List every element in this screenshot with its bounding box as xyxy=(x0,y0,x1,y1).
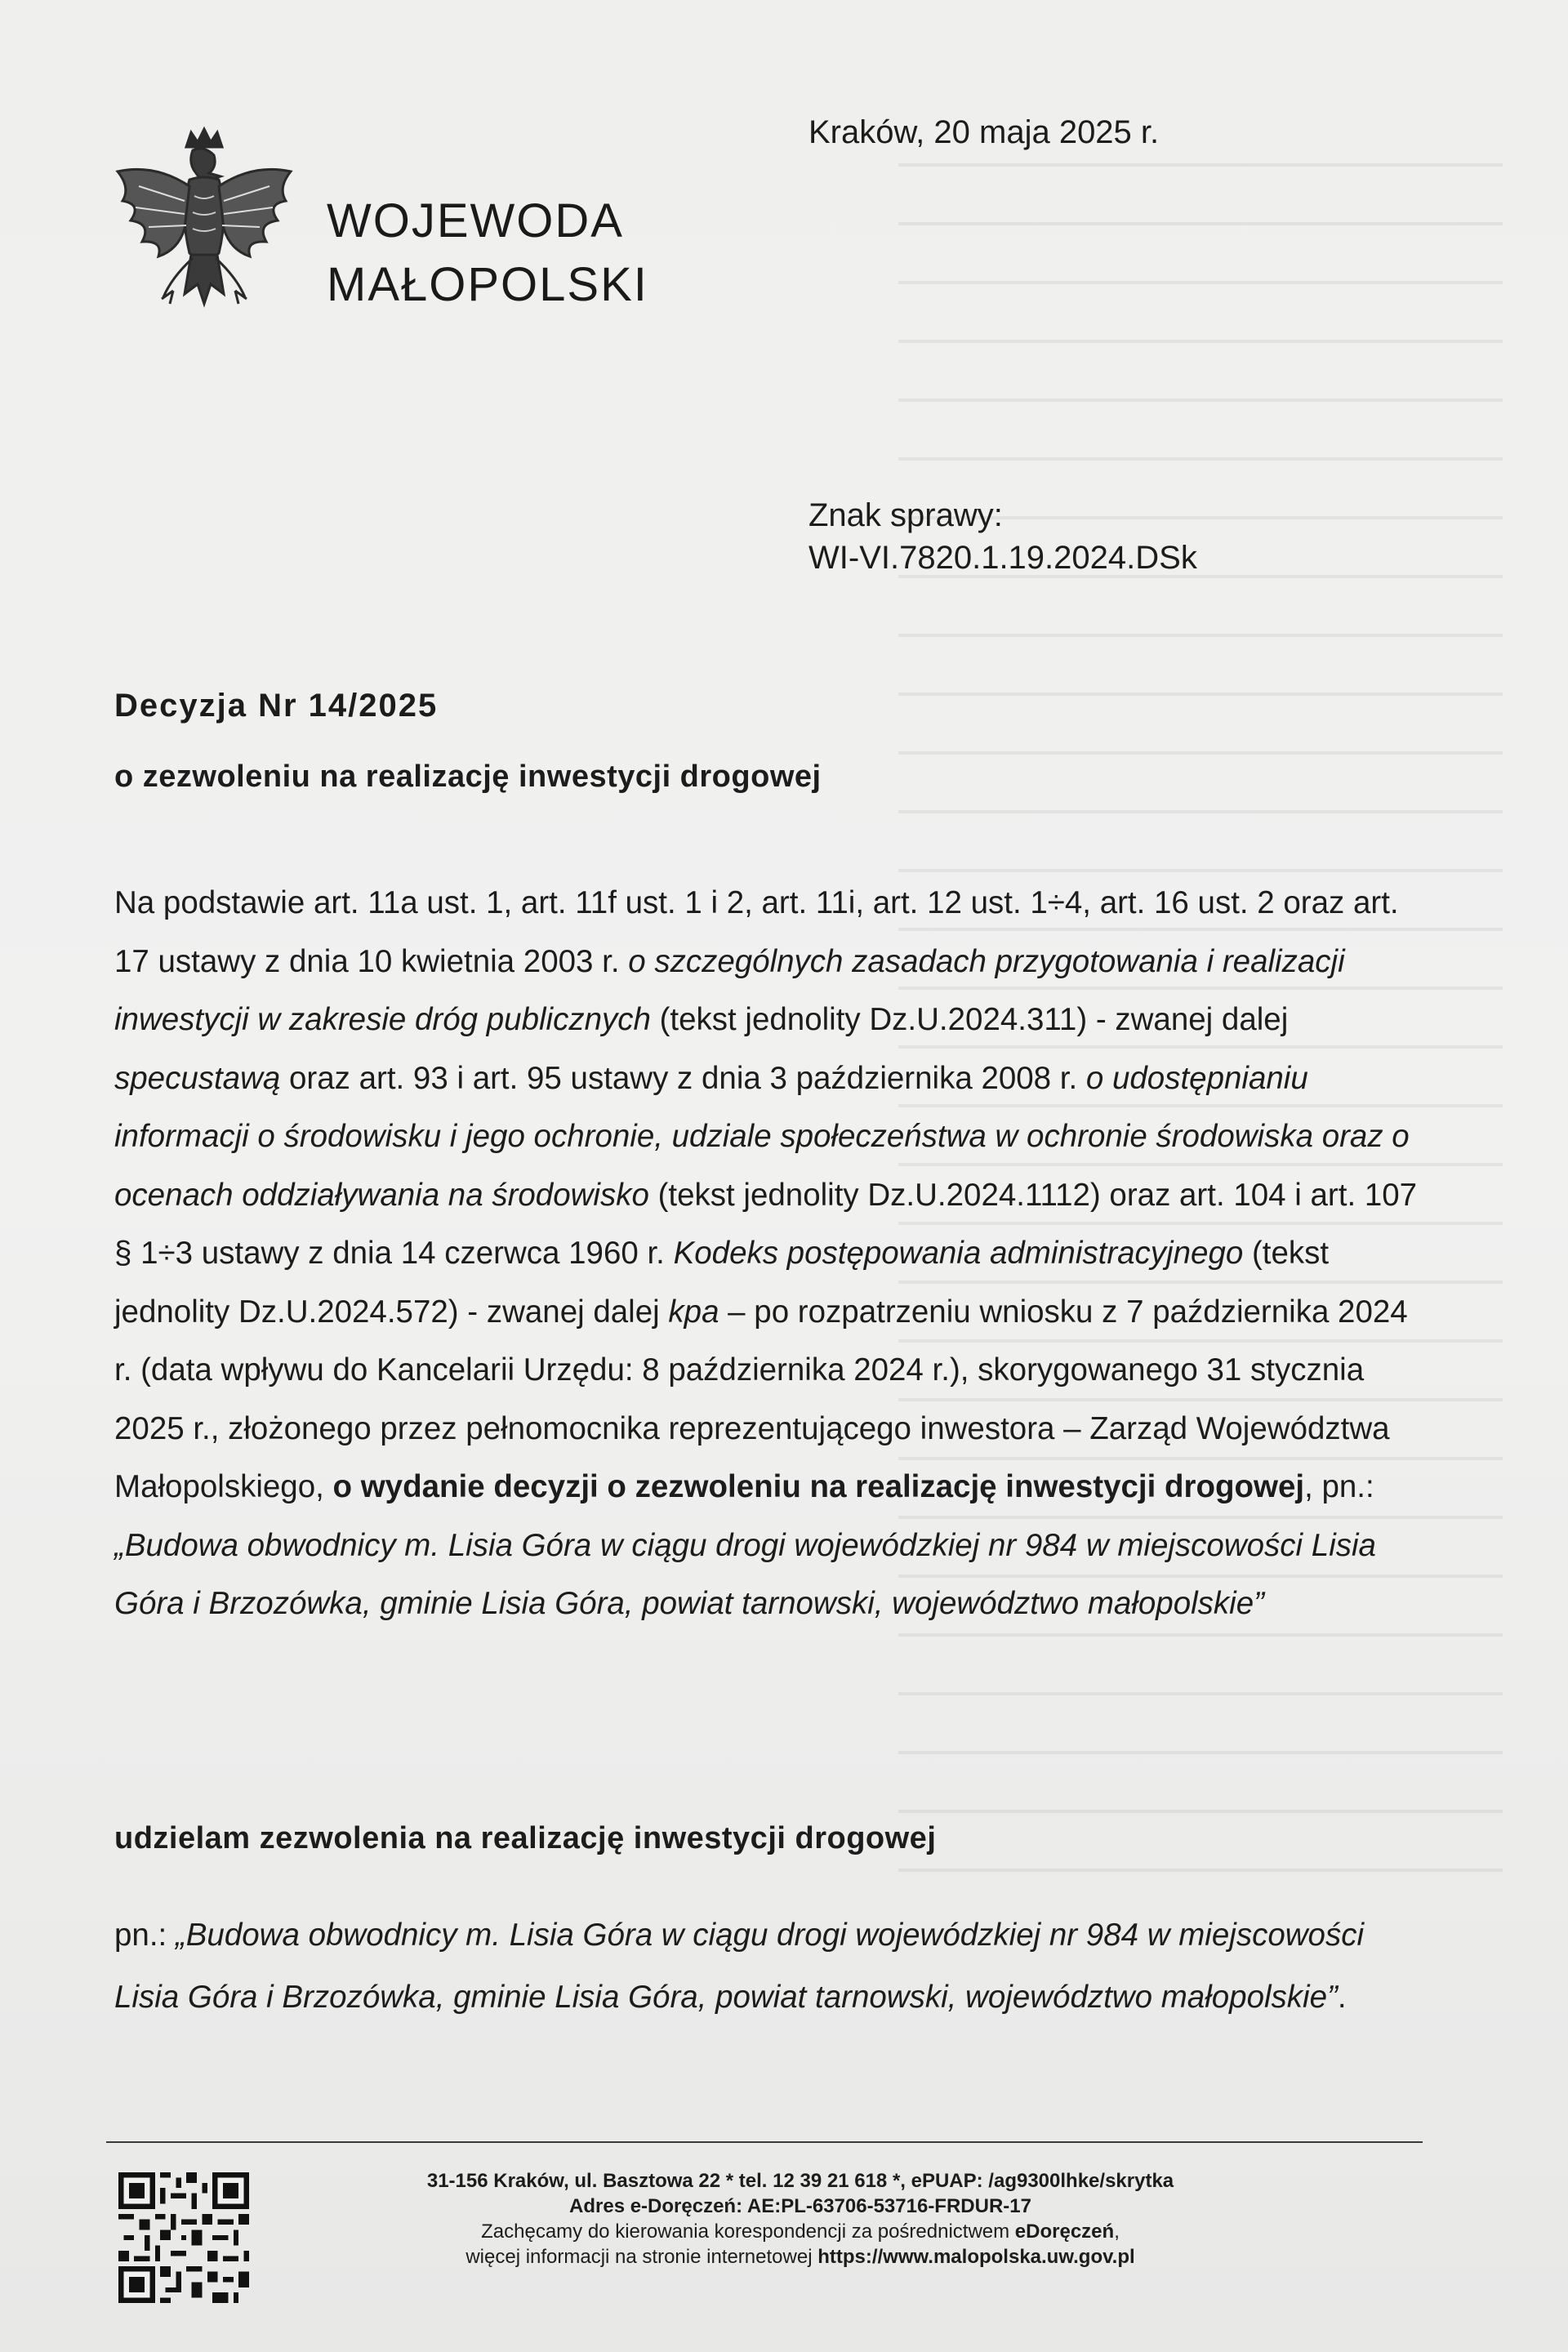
legal-basis-text: (tekst jednolity Dz.U.2024.311) - zwanej dalej xyxy=(650,1002,1289,1037)
decision-title: Decyzja Nr 14/2025 xyxy=(114,688,439,724)
case-label: Znak sprawy: xyxy=(808,497,1003,533)
footer-edoreczenia-note xyxy=(310,2219,1290,2244)
grant-investment-name: „Budowa obwodnicy m. Lisia Góra w ciągu drogi wojewódzkiej nr 984 w miejscowości Lisia Góra i Brzozówka, gminie Lisia Góra, powiat tarnowski, województwo małopolskie” xyxy=(114,1918,1365,2015)
decision-subtitle: o zezwoleniu na realizację inwestycji drogowej xyxy=(114,760,822,794)
footer-divider xyxy=(106,2141,1423,2143)
decision-body xyxy=(114,874,1421,1633)
application-text: , pn.: xyxy=(1304,1469,1374,1504)
footer-address: 31-156 Kraków, ul. Basztowa 22 * tel. 12 39 21 618 *, ePUAP: /ag9300lhke/skrytka xyxy=(426,2170,1174,2192)
grant-heading: udzielam zezwolenia na realizację inwestycji drogowej xyxy=(114,1821,937,1855)
legal-basis-text: oraz art. 93 i art. 95 ustawy z dnia 3 października 2008 r. xyxy=(280,1060,1086,1096)
polish-eagle-emblem-icon xyxy=(106,122,302,343)
footer-website-text: więcej informacji na stronie internetowej xyxy=(466,2246,818,2268)
qr-code-icon xyxy=(118,2172,249,2303)
footer-website-note xyxy=(310,2244,1290,2270)
case-number: WI-VI.7820.1.19.2024.DSk xyxy=(808,540,1197,576)
office-line-1: WOJEWODA xyxy=(327,194,624,247)
term-specustawa: specustawą xyxy=(114,1060,281,1096)
legal-basis-text: (tekst jednolity Dz.U.2024.572) - zwanej dalej xyxy=(114,1236,1330,1330)
application-subject: o wydanie decyzji o zezwoleniu na realizację inwestycji drogowej xyxy=(332,1469,1305,1504)
legal-basis-text: Na podstawie art. 11a ust. 1, art. 11f ust. 1 i 2, art. 11i, art. 12 ust. 1÷4, art. 16 ust. 2 oraz art. 17 ustawy z dnia 10 kwietnia 2003 r. xyxy=(114,885,1399,979)
office-line-2: MAŁOPOLSKI xyxy=(327,258,648,311)
application-text: – po rozpatrzeniu wniosku z 7 października 2024 r. (data wpływu do Kancelarii Urzędu: 8 października 2024 r.), skorygowanego 31 stycznia 2025 r., złożonego przez pełnomocnika reprezentującego inwestora – Zarząd Województwa Małopolskiego, xyxy=(114,1294,1408,1504)
investment-name: „Budowa obwodnicy m. Lisia Góra w ciągu drogi wojewódzkiej nr 984 w miejscowości Lisia Góra i Brzozówka, gminie Lisia Góra, powiat tarnowski, województwo małopolskie” xyxy=(114,1527,1376,1621)
footer-contact xyxy=(310,2168,1290,2270)
legal-basis-text: (tekst jednolity Dz.U.2024.1112) oraz art. 104 i art. 107 § 1÷3 ustawy z dnia 14 czerwca 1960 r. xyxy=(114,1177,1418,1271)
place-date: Kraków, 20 maja 2025 r. xyxy=(808,114,1160,150)
body-paragraph xyxy=(114,874,1421,1633)
footer-note-comma: , xyxy=(1114,2221,1120,2243)
footer-edoreczenia-address: Adres e-Doręczeń: AE:PL-63706-53716-FRDUR-17 xyxy=(569,2195,1031,2217)
term-kpa: kpa xyxy=(668,1294,719,1330)
grant-body xyxy=(114,1904,1421,2029)
case-reference xyxy=(808,494,1197,579)
law-title-roads: o szczególnych zasadach przygotowania i realizacji inwestycji w zakresie dróg publicznych xyxy=(114,943,1345,1037)
footer-note-text: Zachęcamy do kierowania korespondencji za pośrednictwem xyxy=(481,2221,1015,2243)
grant-prefix: pn.: xyxy=(114,1918,176,1953)
grant-suffix: . xyxy=(1337,1980,1347,2015)
footer-note-edoreczenia: eDoręczeń xyxy=(1014,2221,1115,2243)
law-title-environment: o udostępnianiu informacji o środowisku i jego ochronie, udziale społeczeństwa w ochronie środowiska oraz o ocenach oddziaływania na środowisko xyxy=(114,1060,1410,1213)
law-title-kpa: Kodeks postępowania administracyjnego xyxy=(673,1236,1244,1271)
office-name xyxy=(327,189,648,317)
footer-website-link[interactable]: https://www.malopolska.uw.gov.pl xyxy=(817,2246,1135,2268)
